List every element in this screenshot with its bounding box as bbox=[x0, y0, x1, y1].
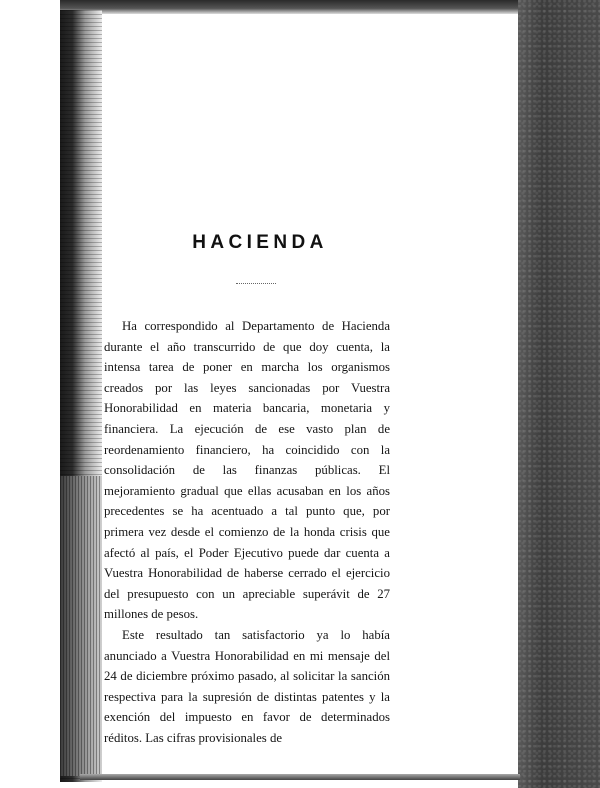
scan-page-fold bbox=[60, 476, 102, 776]
section-title: HACIENDA bbox=[192, 232, 328, 253]
body-text bbox=[104, 316, 390, 748]
scan-top-edge bbox=[60, 0, 540, 14]
scan-bottom-edge bbox=[80, 774, 520, 780]
scan-right-edge bbox=[518, 0, 600, 788]
paragraph-2: Este resultado tan satisfactorio ya lo había anunciado a Vuestra Honorabilidad en mi mensaje del 24 de diciembre próximo pasado, al solicitar la sanción respectiva para la supresión de distintas patentes y la exención del impuesto en favor de determinados réditos. Las cifras provisionales de bbox=[104, 627, 390, 745]
title-ornament-rule bbox=[236, 283, 276, 285]
scan-left-edge bbox=[60, 10, 102, 782]
paragraph-1: Ha correspondido al Departamento de Hacienda durante el año transcurrido de que doy cuenta, la intensa tarea de poner en marcha los organismos creados por las leyes sancionadas por Vuestra Honorabilidad en materia bancaria, monetaria y financiera. La ejecución de ese vasto plan de reordenamiento financiero, ha coincidido con la consolidación de las finanzas públicas. El mejoramiento gradual que ellas acusaban en los años precedentes se ha acentuado a tal punto que, por primera vez desde el comienzo de la honda crisis que afectó al país, el Poder Ejecutivo puede dar cuenta a Vuestra Honorabilidad de haberse cerrado el ejercicio del presupuesto con un apreciable superávit de 27 millones de pesos. bbox=[104, 319, 390, 622]
